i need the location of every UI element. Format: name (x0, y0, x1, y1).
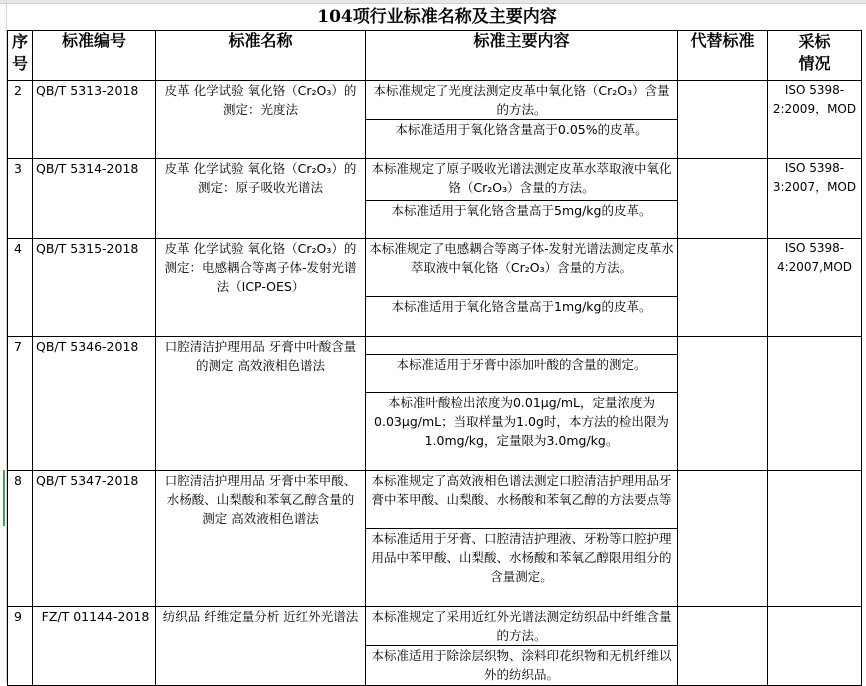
standard-name: 皮革 化学试验 氧化铬（Cr₂O₃）的测定：原子吸收光谱法 (156, 159, 366, 239)
content-scope: 本标准规定了光度法测定皮革中氧化铬（Cr₂O₃）含量的方法。 (366, 81, 678, 120)
standard-code: QB/T 5346-2018 (33, 337, 156, 471)
adoption-info (768, 471, 862, 607)
adoption-info: ISO 5398-2:2009，MOD (768, 81, 862, 159)
content-scope: 本标准规定了高效液相色谱法测定口腔清洁护理用品牙膏中苯甲酸、山梨酸、水杨酸和苯氧乙醇的方法要点等 (366, 471, 678, 529)
standard-name: 纺织品 纤维定量分析 近红外光谱法 (156, 607, 366, 686)
row-number: 3 (8, 159, 33, 239)
content-applicability: 本标准适用于牙膏中添加叶酸的含量的测定。 (366, 355, 678, 393)
standard-name: 皮革 化学试验 氧化铬（Cr₂O₃）的测定：光度法 (156, 81, 366, 159)
replace-standard (678, 607, 768, 686)
header-seq-1: 序 (11, 32, 28, 51)
adoption-info: ISO 5398-4:2007,MOD (768, 239, 862, 337)
standard-name: 口腔清洁护理用品 牙膏中叶酸含量的测定 高效液相色谱法 (156, 337, 366, 471)
content-applicability: 本标准适用于氧化铬含量高于0.05%的皮革。 (366, 120, 678, 159)
replace-standard (678, 81, 768, 159)
row-number: 8 (8, 471, 33, 607)
replace-standard (678, 337, 768, 471)
row-number: 7 (8, 337, 33, 471)
selection-marker (3, 470, 5, 526)
content-applicability: 本标准适用于牙膏、口腔清洁护理液、牙粉等口腔护理用品中苯甲酸、山梨酸、水杨酸和苯氧乙醇限用组分的含量测定。 (366, 529, 678, 607)
content-scope (366, 337, 678, 355)
standard-code: QB/T 5313-2018 (33, 81, 156, 159)
replace-standard (678, 159, 768, 239)
row-gutter (0, 4, 7, 683)
standard-code: QB/T 5347-2018 (33, 471, 156, 607)
standard-code: FZ/T 01144-2018 (33, 607, 156, 686)
adoption-info (768, 337, 862, 471)
row-number: 2 (8, 81, 33, 159)
standards-table (7, 30, 862, 686)
replace-standard (678, 239, 768, 337)
header-row (8, 31, 862, 81)
table-row (8, 337, 862, 355)
content-detection-limit: 本标准叶酸检出浓度为0.01μg/mL，定量浓度为0.03μg/mL；当取样量为1.0g时，本方法的检出限为1.0mg/kg，定量限为3.0mg/kg。 (366, 393, 678, 471)
standard-code: QB/T 5315-2018 (33, 239, 156, 337)
page-title: 104项行业标准名称及主要内容 (317, 7, 557, 27)
content-applicability: 本标准适用于除涂层织物、涂料印花织物和无机纤维以外的纺织品。 (366, 646, 678, 686)
content-scope: 本标准规定了采用近红外光谱法测定纺织品中纤维含量的方法。 (366, 607, 678, 646)
header-remark-2: 情况 (798, 54, 831, 73)
header-content: 标准主要内容 (366, 31, 678, 81)
standard-name: 皮革 化学试验 氧化铬（Cr₂O₃）的测定：电感耦合等离子体-发射光谱法（ICP-OES） (156, 239, 366, 337)
header-replace: 代替标准 (678, 31, 768, 81)
table-row (8, 607, 862, 646)
row-number: 4 (8, 239, 33, 337)
content-scope: 本标准规定了电感耦合等离子体-发射光谱法测定皮革水萃取液中氧化铬（Cr₂O₃）含量的方法。 (366, 239, 678, 297)
adoption-info: ISO 5398-3:2007，MOD (768, 159, 862, 239)
header-seq-2: 号 (11, 54, 28, 73)
header-remark (768, 31, 862, 81)
table-row (8, 471, 862, 529)
table-row (8, 159, 862, 201)
header-name: 标准名称 (156, 31, 366, 81)
adoption-info (768, 607, 862, 686)
header-remark-1: 采标 (798, 32, 831, 51)
header-seq (8, 31, 33, 81)
table-row (8, 239, 862, 297)
header-code: 标准编号 (33, 31, 156, 81)
content-applicability: 本标准适用于氧化铬含量高于1mg/kg的皮革。 (366, 297, 678, 337)
content-scope: 本标准规定了原子吸收光谱法测定皮革水萃取液中氧化铬（Cr₂O₃）含量的方法。 (366, 159, 678, 201)
replace-standard (678, 471, 768, 607)
table-row (8, 81, 862, 120)
standard-name: 口腔清洁护理用品 牙膏中苯甲酸、水杨酸、山梨酸和苯氧乙醇含量的测定 高效液相色谱法 (156, 471, 366, 607)
standard-code: QB/T 5314-2018 (33, 159, 156, 239)
row-number: 9 (8, 607, 33, 686)
content-applicability: 本标准适用于氧化铬含量高于5mg/kg的皮革。 (366, 201, 678, 239)
